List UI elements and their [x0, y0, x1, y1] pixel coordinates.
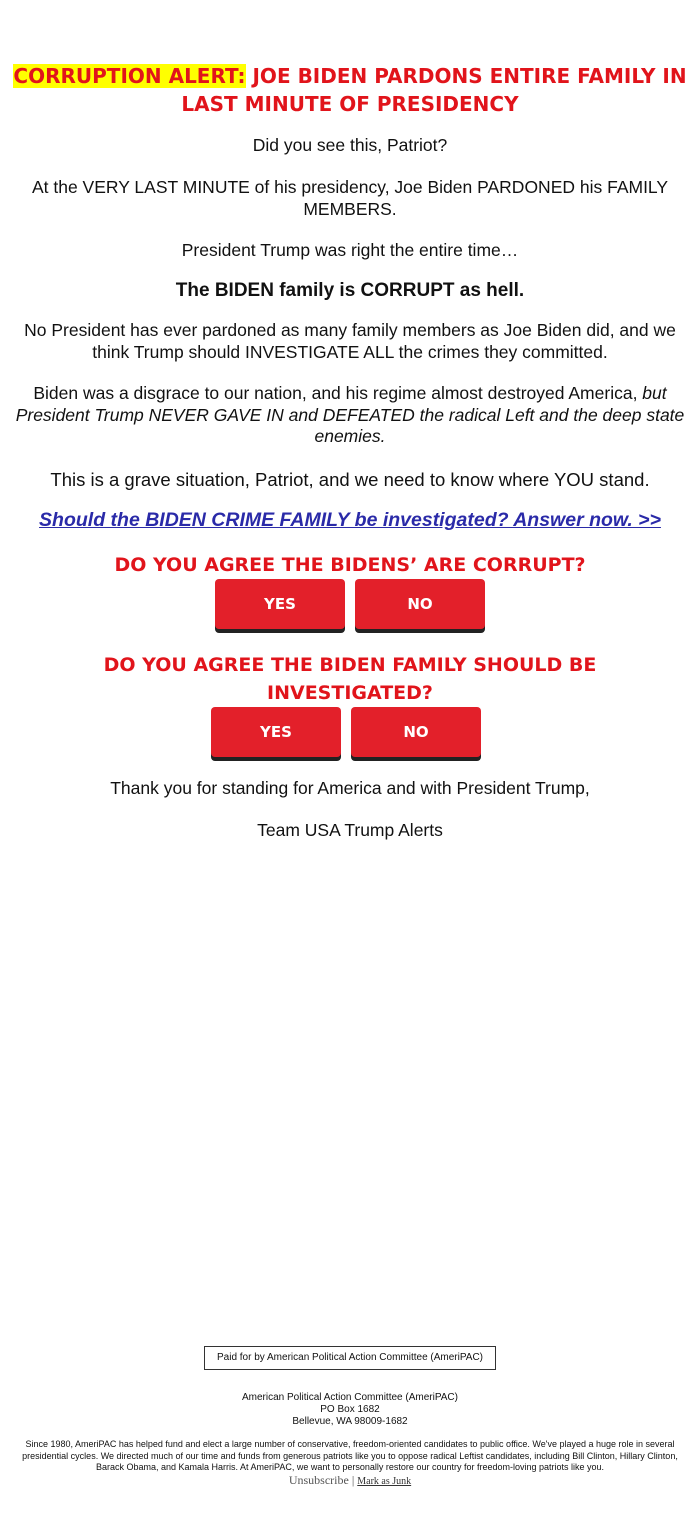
unsubscribe-link[interactable]: Unsubscribe — [288, 1473, 349, 1487]
footer-links — [0, 1473, 700, 1488]
paragraph-corrupt: The BIDEN family is CORRUPT as hell. — [175, 280, 525, 301]
paragraph-pardon: At the VERY LAST MINUTE of his presidency, Joe Biden PARDONED his FAMILY MEMBERS. — [31, 177, 669, 219]
poll-question-corrupt: DO YOU AGREE THE BIDENS’ ARE CORRUPT? — [114, 554, 586, 576]
alert-label: CORRUPTION ALERT: — [13, 64, 246, 88]
city-state-zip: Bellevue, WA 98009-1682 — [292, 1416, 408, 1427]
disclaimer: Since 1980, AmeriPAC has helped fund and elect a large number of conservative, freedom-oriented candidates to public office. We've played a huge role in several presidential cycles. We directed much of our time and funds from generous patriots like you to oppose radical Leftist candidates, including Bill Clinton, Hillary Clinton, Barack Obama, and Kamala Harris. At AmeriPAC, we want to personally restore our country for freedom-loving patriots like you. — [22, 1439, 678, 1472]
po-box: PO Box 1682 — [320, 1404, 380, 1415]
paragraph-disgrace-plain: Biden was a disgrace to our nation, and his regime almost destroyed America, — [33, 383, 643, 403]
org-name: American Political Action Committee (AmeriPAC) — [242, 1392, 458, 1403]
cta-container — [10, 509, 690, 532]
signature: Team USA Trump Alerts — [257, 820, 443, 840]
poll1-yes-button[interactable]: YES — [215, 579, 345, 629]
paragraph-trump-right: President Trump was right the entire time… — [181, 240, 519, 260]
poll2-yes-button[interactable]: YES — [211, 707, 341, 757]
poll1-no-button[interactable]: NO — [355, 579, 485, 629]
mark-junk-link[interactable]: Mark as Junk — [357, 1476, 412, 1487]
paragraph-disgrace — [10, 383, 690, 448]
headline-text: JOE BIDEN PARDONS ENTIRE FAMILY IN LAST MINUTE OF PRESIDENCY — [181, 64, 687, 116]
paragraph-investigate: No President has ever pardoned as many family members as Joe Biden did, and we think Trump should INVESTIGATE ALL the crimes they committed. — [24, 320, 676, 362]
link-separator: | — [348, 1473, 358, 1487]
greeting: Did you see this, Patriot? — [252, 135, 448, 155]
mailing-address — [0, 1392, 700, 1428]
cta-link[interactable]: Should the BIDEN CRIME FAMILY be investigated? Answer now. >> — [39, 509, 661, 531]
poll-question-investigated: DO YOU AGREE THE BIDEN FAMILY SHOULD BE INVESTIGATED? — [103, 654, 597, 704]
headline — [10, 62, 690, 118]
closing-thanks: Thank you for standing for America and with President Trump, — [110, 778, 590, 798]
poll2-no-button[interactable]: NO — [351, 707, 481, 757]
paragraph-disgrace-italic: but President Trump NEVER GAVE IN and DEFEATED the radical Left and the deep state enemies. — [15, 383, 685, 446]
paid-for-box: Paid for by American Political Action Committee (AmeriPAC) — [204, 1346, 496, 1370]
paragraph-grave: This is a grave situation, Patriot, and we need to know where YOU stand. — [50, 469, 650, 490]
